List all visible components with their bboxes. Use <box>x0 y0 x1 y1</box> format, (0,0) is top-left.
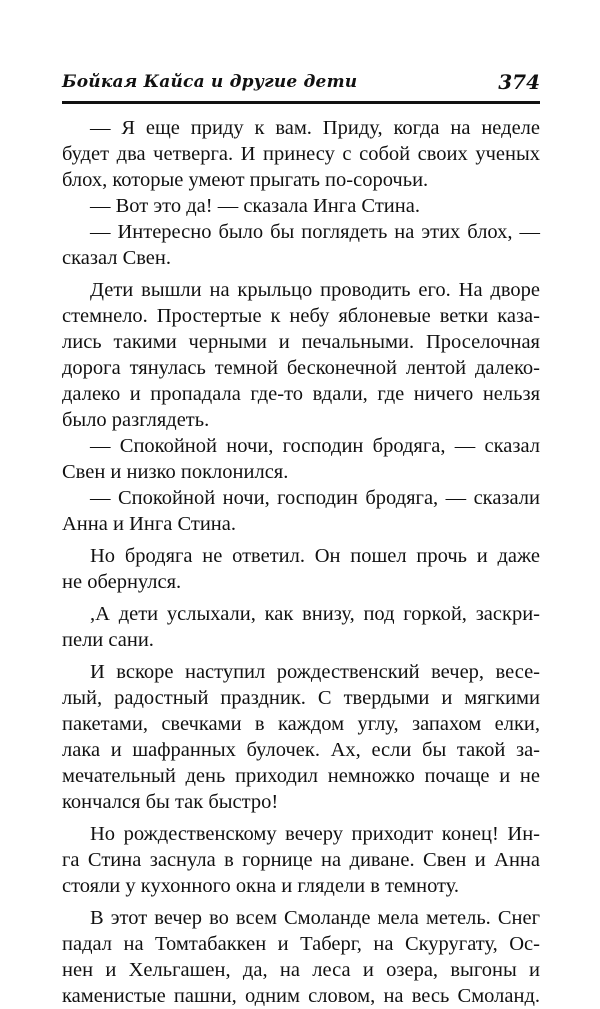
text-line: — Интересно было бы поглядеть на этих блох, — <box>90 221 540 243</box>
text-line: стояли у кухонного окна и глядели в темноту. <box>62 875 460 897</box>
text-line: блох, которые умеют прыгать по-сорочьи. <box>62 169 429 191</box>
text-line: сказал Свен. <box>62 247 172 269</box>
text-line: И вскоре наступил рождественский вечер, весе- <box>90 661 540 683</box>
text-line: — Спокойной ночи, господин бродяга, — сказал <box>90 435 540 457</box>
text-line: нeн и Хельгашен, да, на леса и озера, выгоны и <box>62 959 540 981</box>
text-line: каменистые пашни, одним словом, на весь Смоланд. <box>62 985 540 1007</box>
text-line: ,А дети услыхали, как внизу, под горкой, заскри- <box>90 603 540 625</box>
text-line: стемнело. Простертые к небу яблоневые ветки каза- <box>62 305 540 327</box>
page-header <box>62 70 540 100</box>
text-line: было разглядеть. <box>62 409 210 431</box>
header-rule <box>62 101 540 104</box>
text-line: лый, радостный праздник. С твердыми и мягкими <box>62 687 540 709</box>
text-line: будет два четверга. И принесу с собой своих ученых <box>62 143 540 165</box>
text-line: Свен и низко поклонился. <box>62 461 289 483</box>
text-line: пакетами, свечками в каждом углу, запахом елки, <box>62 713 540 735</box>
text-line: В этот вечер во всем Смоланде мела метель. Снег <box>90 907 540 929</box>
text-line: Дети вышли на крыльцо проводить его. На дворе <box>90 279 540 301</box>
body-text <box>62 115 540 1009</box>
text-line: лака и шафранных булочек. Ах, если бы такой за- <box>62 739 540 761</box>
text-line: лись такими черными и печальными. Проселочная <box>62 331 540 353</box>
text-line: далеко и пропадала где-то вдали, где ничего нельзя <box>62 383 540 405</box>
page-number: 374 <box>498 70 540 94</box>
text-line: мечательный день приходил немножко почаще и не <box>62 765 540 787</box>
text-line: падал на Томтабаккен и Таберг, на Скуругату, Ос- <box>62 933 540 955</box>
text-line: дорога тянулась темной бесконечной лентой далеко- <box>62 357 540 379</box>
text-line: Но рождественскому вечеру приходит конец! Ин- <box>90 823 540 845</box>
text-line: кончался бы так быстро! <box>62 791 279 813</box>
text-line: — Я еще приду к вам. Приду, когда на неделе <box>90 117 540 139</box>
text-line: не обернулся. <box>62 571 182 593</box>
text-line: — Вот это да! — сказала Инга Стина. <box>90 195 420 217</box>
text-line: пели сани. <box>62 629 154 651</box>
text-line: Анна и Инга Стина. <box>62 513 236 535</box>
text-line: га Стина заснула в горнице на диване. Свен и Анна <box>62 849 540 871</box>
text-line: — Спокойной ночи, господин бродяга, — сказали <box>90 487 540 509</box>
text-line: Но бродяга не ответил. Он пошел прочь и даже <box>90 545 540 567</box>
running-title: Бойкая Кайса и другие дети <box>62 72 358 92</box>
